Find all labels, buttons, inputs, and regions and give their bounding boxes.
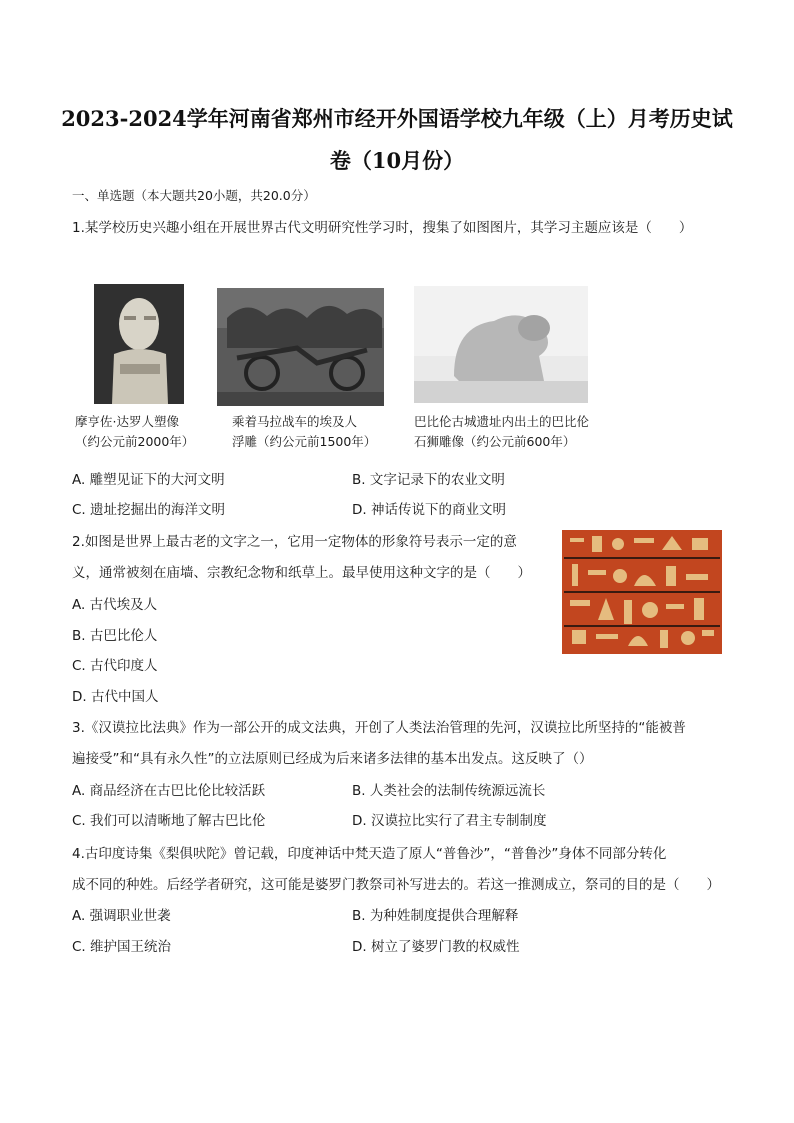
q1-option-d: D. 神话传说下的商业文明 <box>352 502 506 518</box>
q4-option-d: D. 树立了婆罗门教的权威性 <box>352 939 520 955</box>
section-heading: 一、单选题（本大题共20小题，共20.0分） <box>72 188 316 203</box>
q3-stem-line1: 3.《汉谟拉比法典》作为一部公开的成文法典，开创了人类法治管理的先河，汉谟拉比所坚持的“能被普 <box>72 720 686 736</box>
caption-relief-line1: 乘着马拉战车的埃及人 <box>232 414 358 429</box>
lion-statue-figure <box>414 286 588 403</box>
q4-stem-line2: 成不同的种姓。后经学者研究，这可能是婆罗门教祭司补写进去的。若这一推测成立，祭司的目的是（ ） <box>72 877 720 893</box>
q4-option-a: A. 强调职业世袭 <box>72 908 171 924</box>
caption-statue-line2: （约公元前2000年） <box>75 434 195 449</box>
caption-relief <box>232 412 376 452</box>
caption-lion-line2: 石狮雕像（约公元前600年） <box>414 434 576 449</box>
caption-lion-line1: 巴比伦古城遗址内出土的巴比伦 <box>414 414 590 429</box>
q3-option-c: C. 我们可以清晰地了解古巴比伦 <box>72 813 266 829</box>
q1-option-a: A. 雕塑见证下的大河文明 <box>72 472 225 488</box>
q2-option-d: D. 古代中国人 <box>72 689 159 705</box>
statue-image <box>94 284 184 404</box>
q4-stem-line1: 4.古印度诗集《梨俱吠陀》曾记载，印度神话中梵天造了原人“普鲁沙”，“普鲁沙”身体不同部分转化 <box>72 846 667 862</box>
q1-option-c: C. 遗址挖掘出的海洋文明 <box>72 502 226 518</box>
exam-title-line2: 卷（10月份） <box>329 148 465 173</box>
q2-stem-line2: 义，通常被刻在庙墙、宗教纪念物和纸草上。最早使用这种文字的是（ ） <box>72 565 531 581</box>
q3-option-b: B. 人类社会的法制传统源远流长 <box>352 783 546 799</box>
caption-relief-line2: 浮雕（约公元前1500年） <box>232 434 377 449</box>
q4-option-c: C. 维护国王统治 <box>72 939 172 955</box>
hieroglyph-image <box>562 530 722 654</box>
lion-statue-image <box>414 286 588 403</box>
q3-option-d: D. 汉谟拉比实行了君主专制制度 <box>352 813 547 829</box>
statue-figure <box>94 284 184 404</box>
q2-option-a: A. 古代埃及人 <box>72 597 158 613</box>
chariot-relief-image <box>217 288 384 406</box>
q1-option-b: B. 文字记录下的农业文明 <box>352 472 505 488</box>
q2-option-b: B. 古巴比伦人 <box>72 628 158 644</box>
q2-stem-line1: 2.如图是世界上最古老的文字之一，它用一定物体的形象符号表示一定的意 <box>72 534 517 550</box>
q4-option-b: B. 为种姓制度提供合理解释 <box>352 908 519 924</box>
q1-stem: 1.某学校历史兴趣小组在开展世界古代文明研究性学习时，搜集了如图图片，其学习主题应该是（ ） <box>72 220 693 236</box>
chariot-relief-figure <box>217 288 384 406</box>
caption-statue-line1: 摩亨佐·达罗人塑像 <box>75 414 179 429</box>
caption-statue <box>75 412 194 452</box>
exam-title-line1: 2023-2024学年河南省郑州市经开外国语学校九年级（上）月考历史试 <box>61 106 733 131</box>
q2-option-c: C. 古代印度人 <box>72 658 158 674</box>
q3-option-a: A. 商品经济在古巴比伦比较活跃 <box>72 783 266 799</box>
caption-lion <box>414 412 589 452</box>
hieroglyph-figure <box>562 530 722 654</box>
q3-stem-line2: 遍接受”和“具有永久性”的立法原则已经成为后来诸多法律的基本出发点。这反映了（） <box>72 751 593 767</box>
